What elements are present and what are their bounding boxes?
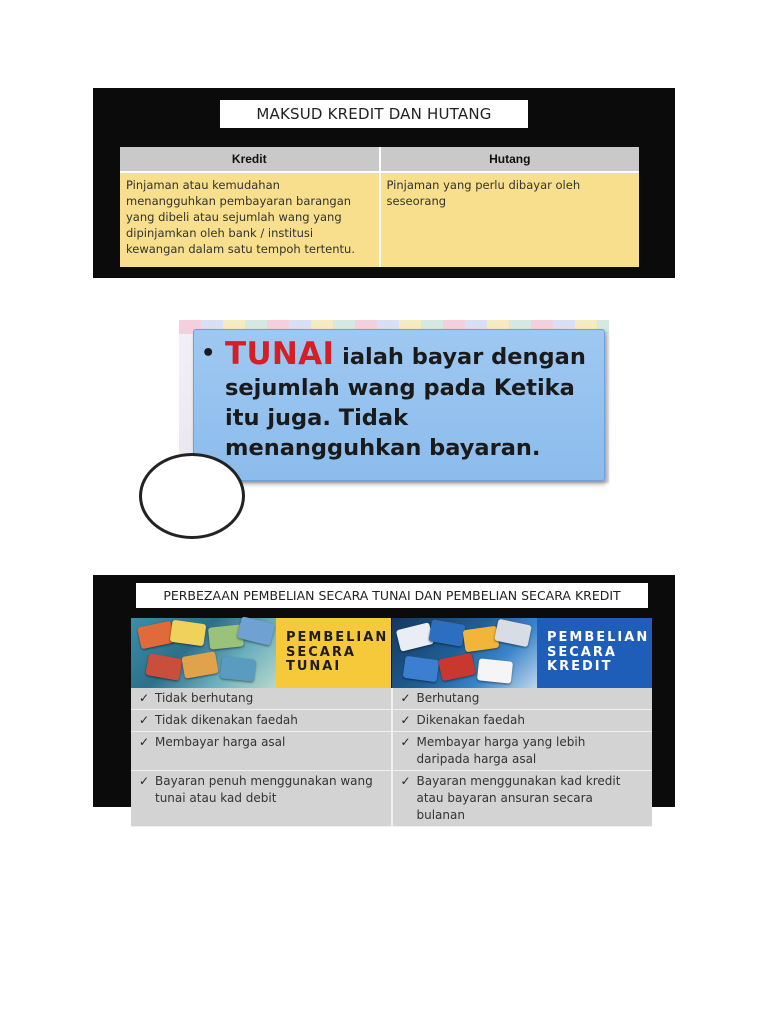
banner-kredit [392,618,652,688]
banner-tunai-line-1: PEMBELIAN [286,630,389,646]
table-row [120,172,639,267]
comparison-table [131,688,652,827]
credit-point-4: ✓ Bayaran menggunakan kad kredit atau bayaran ansuran secara bulanan [392,771,653,827]
definition-kredit: Pinjaman atau kemudahan menangguhkan pembayaran barangan yang dibeli atau sejumlah wang yang dipinjamkan oleh bank / institusi kewangan dalam satu tempoh tertentu. [120,172,380,267]
definition-hutang: Pinjaman yang perlu dibayar oleh seseorang [380,172,640,267]
tunai-line-3: itu juga. Tidak [225,405,409,431]
table-header-row [120,147,639,172]
tunai-line-1 [201,338,596,373]
table-row [131,732,652,771]
banner-tunai-line-2: SECARA [286,644,356,660]
check-icon: ✓ [400,735,411,749]
slide-tunai [179,320,609,483]
cash-point-2: ✓ Tidak dikenakan faedah [131,710,392,732]
credit-point-2: ✓ Dikenakan faedah [392,710,653,732]
cash-point-4: ✓ Bayaran penuh menggunakan wang tunai atau kad debit [131,771,392,827]
credit-point-1: ✓ Berhutang [392,688,653,710]
tunai-keyword: TUNAI [225,336,335,372]
table-row [131,710,652,732]
credit-cards-image [392,618,537,688]
slide1-title: MAKSUD KREDIT DAN HUTANG [220,100,528,128]
header-hutang: Hutang [380,147,640,172]
banner-tunai [131,618,391,688]
tunai-line-2: sejumlah wang pada Ketika [225,375,575,401]
banner-kredit-line-2: SECARA [547,644,617,660]
check-icon: ✓ [139,713,150,727]
slide3-title: PERBEZAAN PEMBELIAN SECARA TUNAI DAN PEMBELIAN SECARA KREDIT [136,583,648,608]
tunai-line-1-rest: ialah bayar dengan [334,344,586,370]
banner-tunai-line-3: TUNAI [286,659,342,675]
check-icon: ✓ [139,691,150,705]
banner-kredit-line-1: PEMBELIAN [547,630,650,646]
tunai-definition-text [201,338,596,463]
slide-perbezaan [93,575,675,822]
table-row [131,771,652,827]
table-row [131,688,652,710]
kredit-hutang-table [120,147,639,267]
bullet: • [201,340,216,366]
check-icon: ✓ [400,713,411,727]
check-icon: ✓ [139,774,150,788]
header-kredit: Kredit [120,147,380,172]
cash-point-3: ✓ Membayar harga asal [131,732,392,771]
check-icon: ✓ [139,735,150,749]
slide-kredit-hutang [93,88,675,278]
cash-point-1: ✓ Tidak berhutang [131,688,392,710]
banner-tunai-label [276,618,391,688]
credit-point-3: ✓ Membayar harga yang lebih daripada harga asal [392,732,653,771]
check-icon: ✓ [400,691,411,705]
decorative-circle [139,453,245,539]
cash-cards-image [131,618,276,688]
banner-kredit-label [537,618,652,688]
tunai-line-4: menangguhkan bayaran. [225,435,541,461]
check-icon: ✓ [400,774,411,788]
banner-kredit-line-3: KREDIT [547,659,613,675]
